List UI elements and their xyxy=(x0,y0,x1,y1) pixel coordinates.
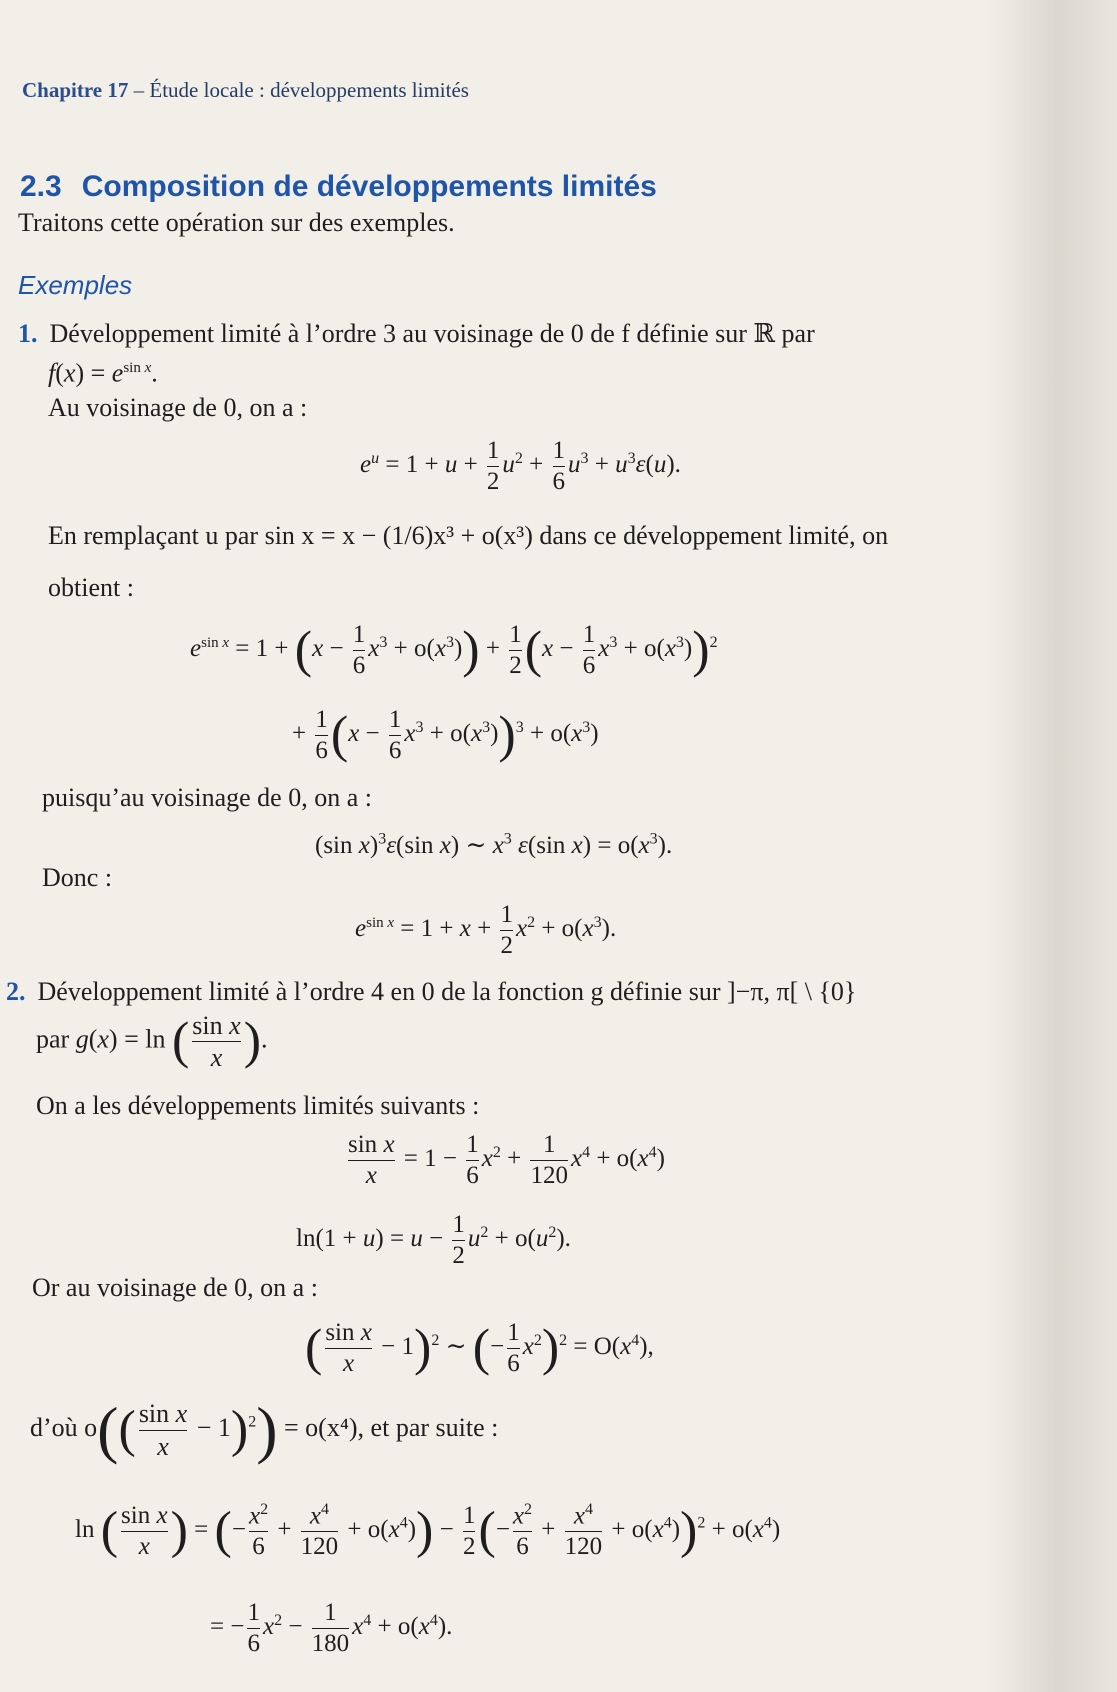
example2-dou: d’où xyxy=(30,1412,78,1442)
section-heading: Composition de développements limités xyxy=(81,170,657,203)
equation-exp-u: $e^u = 1 + u$ + $\frac{1}{2}$ $u^2$ + $\frac{1}{6}$ $u^3 + u^3\varepsilon(u)$. xyxy=(360,437,681,495)
header-dash: – xyxy=(128,78,150,102)
example2-line3: On a les développements limités suivants : xyxy=(36,1091,480,1120)
equation-big-o: ( $\frac{\text{sin x}}{x}$ − 1)$^2$ ∼ (− $\frac{1}{6}$ $x^2)^2 = O(x^4)$, xyxy=(305,1319,654,1377)
example1-line4: En remplaçant u par sin x = x − (1/6)x³ + o(x³) dans ce développement limité, on xyxy=(48,521,889,550)
equation-doù: d’où o(( $\frac{\text{sin x}}{x}$ − 1)$^2$) = o(x⁴), et par suite : xyxy=(30,1394,499,1465)
example1-line1 xyxy=(18,318,815,350)
example1-definition: $f(x) = e^{sin x}$. xyxy=(48,358,158,388)
equation-ln-result: = − $\frac{1}{6}$ $x^2$ − $\frac{1}{180}$ $x^4 + o(x^4)$. xyxy=(210,1599,453,1657)
example1-intro: Développement limité à l’ordre 3 au voisinage de 0 de f définie sur ℝ par xyxy=(49,319,815,348)
equation-equivalent: (sin x)$^3$ε(sin x) ∼ $x^3$ ε(sin $x) = o(x^3)$. xyxy=(315,830,673,859)
example1-line7: Donc : xyxy=(42,863,113,892)
chapter-title: Étude locale : développements limités xyxy=(149,78,469,102)
example2-intro: Développement limité à l’ordre 4 en 0 de la fonction g définie sur ]−π, π[ \ {0} xyxy=(37,977,857,1006)
equation-sinx-over-x: $\frac{\text{sin x}}{x}$ = 1 − $\frac{1}{6}$ $x^2$ + $\frac{1}{120}$ $x^4 + o(x^4)$ xyxy=(348,1131,665,1189)
section-title xyxy=(20,170,657,204)
example2-line1 xyxy=(6,976,856,1008)
section-number: 2.3 xyxy=(20,170,62,203)
equation-esinx-result: $e^{sin x} = 1 + x$ + $\frac{1}{2}$ $x^2 + o(x^3)$. xyxy=(355,901,617,959)
running-header xyxy=(22,78,469,103)
example1-line3: Au voisinage de 0, on a : xyxy=(48,393,308,422)
example2-number: 2. xyxy=(6,977,26,1006)
equation-ln-expansion: ln ( $\frac{\text{sin x}}{x}$ ) = (− $\frac{x^2}{6}$ + $\frac{x^4}{120}$ + $o(x^4)$) − $\frac{1}{2}$ (− $\frac{x^2}{6}$ + $\frac{x^4}{120}$ + $o(x^4))^2 + o(x^4)$ xyxy=(75,1501,781,1561)
equation-ln-one-plus-u: ln(1 + u) = u − $\frac{1}{2}$ $u^2 + o(u^2)$. xyxy=(296,1211,571,1269)
intro-text: Traitons cette opération sur des exemples. xyxy=(18,208,455,237)
example2-line5-suffix: = o(x⁴), et par suite : xyxy=(284,1412,499,1442)
example1-number: 1. xyxy=(18,319,38,348)
chapter-label: Chapitre 17 xyxy=(22,78,129,102)
page-edge-shadow xyxy=(987,0,1117,1692)
example1-line5: obtient : xyxy=(48,573,134,602)
equation-esinx-expansion-1: $e^{sin x} = 1 + (x$ − $\frac{1}{6}$ $x^3 + o(x^3)$) + $\frac{1}{2}$ (x − $\frac{1}{6}$ $x^3 + o(x^3))^2$ xyxy=(190,621,718,679)
example2-line4: Or au voisinage de 0, on a : xyxy=(32,1273,318,1302)
example2-definition: par g(x) = ln ( $\frac{\text{sin x}}{x}$ ). xyxy=(36,1011,268,1073)
example2-par: par xyxy=(36,1024,70,1054)
equation-esinx-expansion-2: + $\frac{1}{6}$ (x − $\frac{1}{6}$ $x^3 + o(x^3))^3 + o(x^3)$ xyxy=(292,706,599,764)
example1-line6: puisqu’au voisinage de 0, on a : xyxy=(42,783,372,812)
exemples-heading: Exemples xyxy=(18,270,133,300)
